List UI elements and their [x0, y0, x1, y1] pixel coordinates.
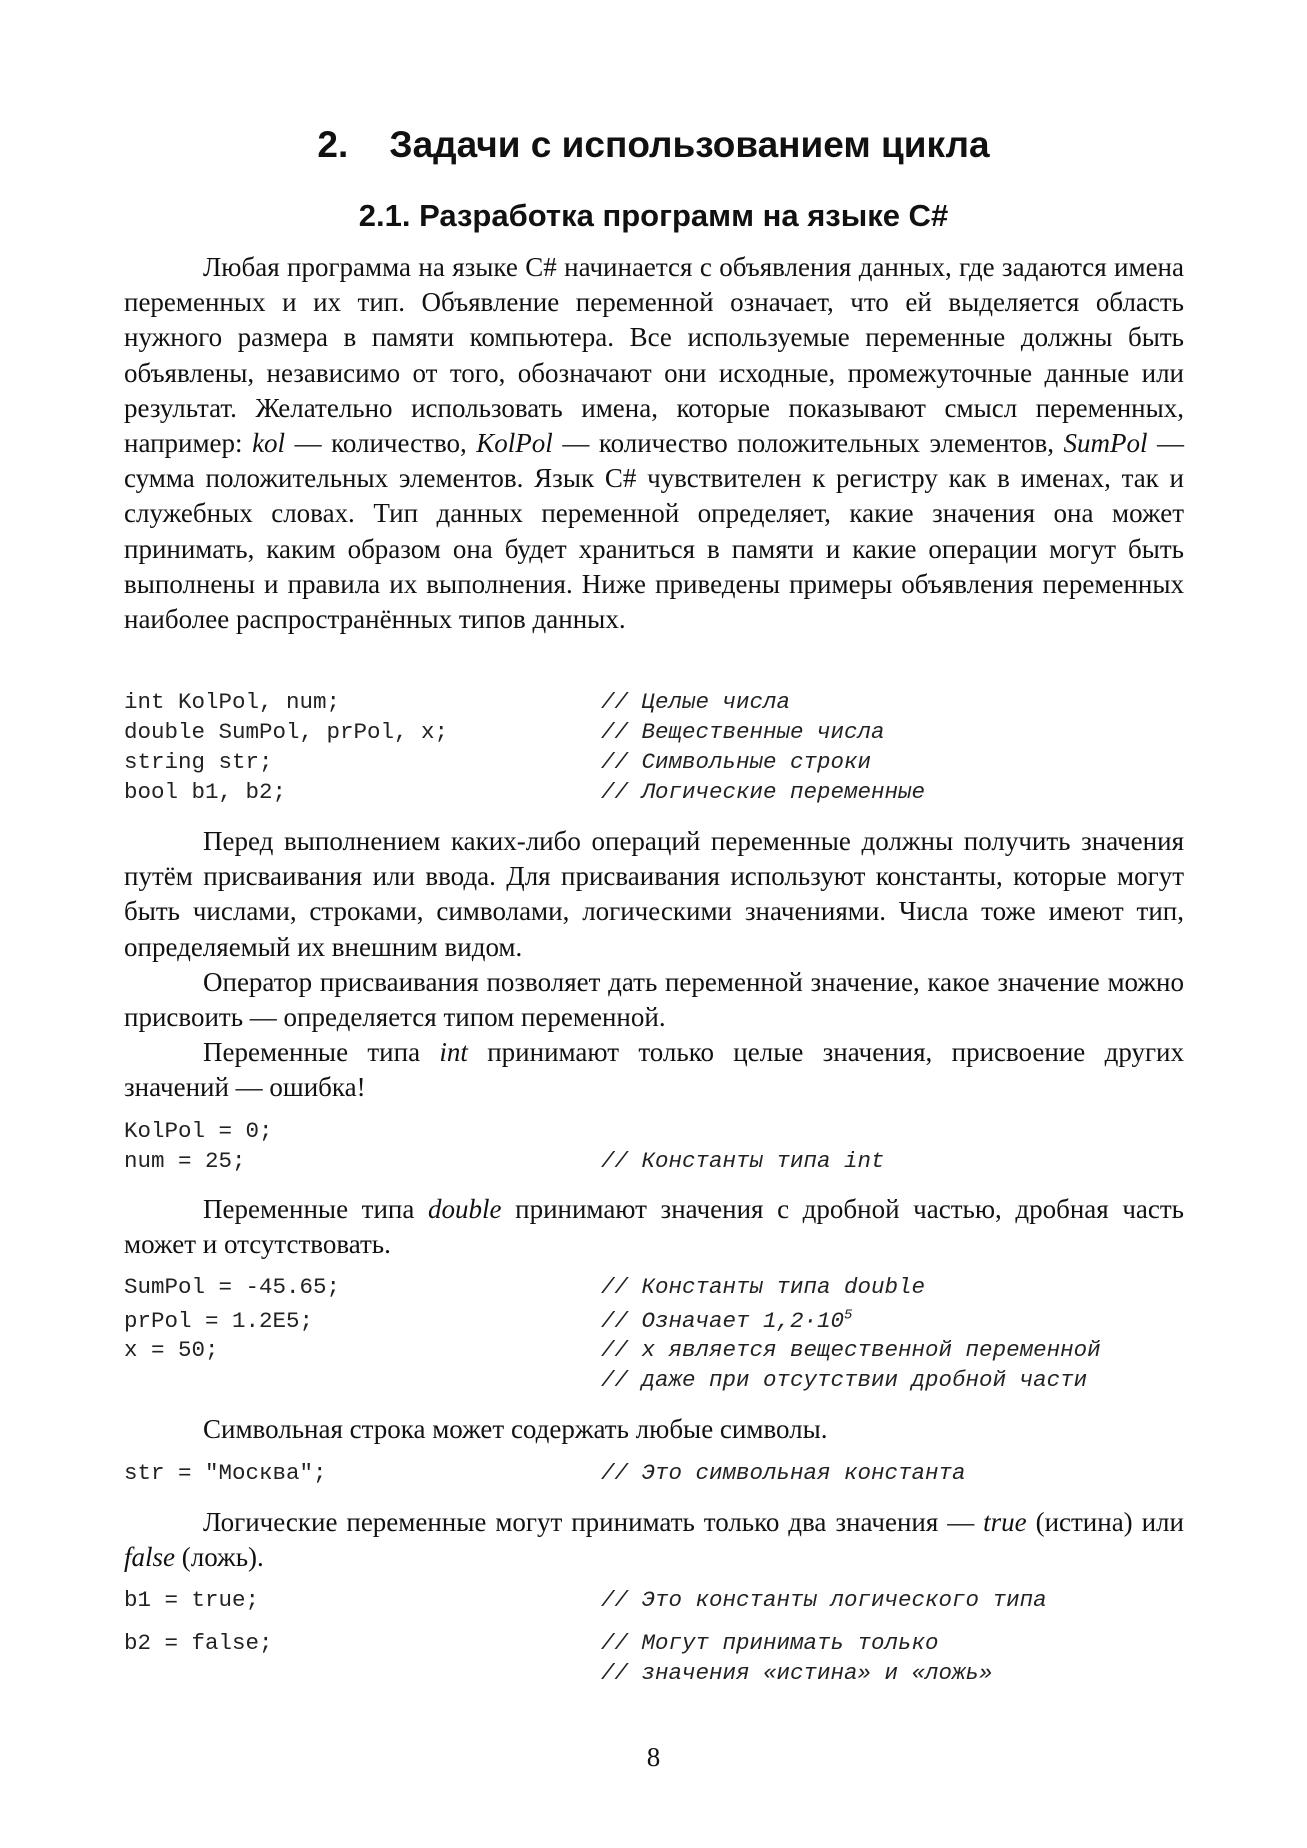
term-kol: kol [252, 428, 286, 459]
term-false: false [124, 1542, 175, 1573]
code-line: num = 25; [124, 1148, 246, 1174]
section-title: Разработка программ на языке C# [419, 198, 949, 233]
code-line: SumPol = -45.65; [124, 1274, 341, 1300]
paragraph-bool: Логические переменные могут принимать только два значения — true (истина) или false (ложь). [124, 1507, 1184, 1573]
term-true: true [983, 1507, 1027, 1537]
code-comment: // значения «истина» и «ложь» [601, 1660, 993, 1686]
term-sumpol: SumPol [1063, 428, 1148, 459]
code-line: double SumPol, prPol, x; [124, 719, 449, 745]
page-number: 8 [646, 1742, 661, 1772]
code-line: KolPol = 0; [124, 1118, 273, 1144]
code-line: x = 50; [124, 1337, 219, 1363]
code-comment: // Целые числа [601, 689, 791, 715]
code-line: b1 = true; [124, 1587, 260, 1613]
code-comment: // Это символьная константа [601, 1460, 966, 1486]
section-heading [0, 198, 1307, 234]
code-comment: // Означает $1,2\cdot 10^5$ [601, 1307, 853, 1334]
code-line: string str; [124, 749, 273, 775]
code-comment: // Логические переменные [601, 779, 926, 805]
code-line: int KolPol, num; [124, 689, 341, 715]
chapter-number: 2. [317, 124, 349, 165]
code-comment: // Это константы логического типа [601, 1587, 1047, 1613]
code-comment: // Константы типа int [601, 1148, 885, 1174]
code-comment: // Символьные строки [601, 749, 872, 775]
chapter-heading [0, 124, 1307, 166]
paragraph-assignment: Перед выполнением каких-либо операций переменные должны получить значения путём присваивания или ввода. Для присваивания используют константы, которые могут быть числами, строками, символами, логическими значениями. Числа тоже имеют тип, определяемый их внешним видом. [124, 826, 1184, 962]
code-comment: // Константы типа double [601, 1274, 926, 1300]
code-comment: // даже при отсутствии дробной части [601, 1367, 1088, 1393]
code-line: prPol = 1.2E5; [124, 1308, 314, 1334]
code-line: b2 = false; [124, 1630, 273, 1656]
paragraph-operator: Оператор присваивания позволяет дать переменной значение, какое значение можно присвоить — определяется типом переменной. [124, 967, 1184, 1033]
code-line: bool b1, b2; [124, 779, 287, 805]
code-line: str = "Москва"; [124, 1460, 327, 1486]
term-kolpol: KolPol [476, 428, 553, 459]
paragraph-double: Переменные типа double принимают значения с дробной частью, дробная часть может и отсутствовать. [124, 1194, 1184, 1260]
exponent: 5 [844, 1307, 853, 1324]
term-double: double [428, 1194, 502, 1224]
paragraph-string: Символьная строка может содержать любые символы. [203, 1414, 828, 1444]
code-comment: // x является вещественной переменной [601, 1337, 1101, 1363]
chapter-title: Задачи с использованием цикла [389, 124, 990, 165]
paragraph-int: Переменные типа int принимают только целые значения, присвоение других значений — ошибка! [124, 1037, 1184, 1103]
code-comment: // Могут принимать только [601, 1630, 939, 1656]
section-number: 2.1. [358, 198, 411, 233]
term-int: int [439, 1037, 468, 1067]
paragraph-intro: Любая программа на языке C# начинается с объявления данных, где задаются имена переменных и их тип. Объявление переменной означает, что ей выделяется область нужного размера в памяти компьютера. Все используемые переменные должны быть объявлены, независимо от того, обозначают они исходные, промежуточные данные или результат. Желательно использовать имена, которые показывают смысл переменных, например: kol — количество, KolPol — количество положительных элементов, SumPol — сумма положительных элементов. Язык C# чувствителен к регистру как в именах, так и служебных словах. Тип данных переменной определяет, какие значения она может принимать, каким образом она будет храниться в памяти и какие операции могут быть выполнены и правила их выполнения. Ниже приведены примеры объявления переменных наиболее распространённых типов данных. [124, 252, 1185, 635]
code-comment: // Вещественные числа [601, 719, 885, 745]
